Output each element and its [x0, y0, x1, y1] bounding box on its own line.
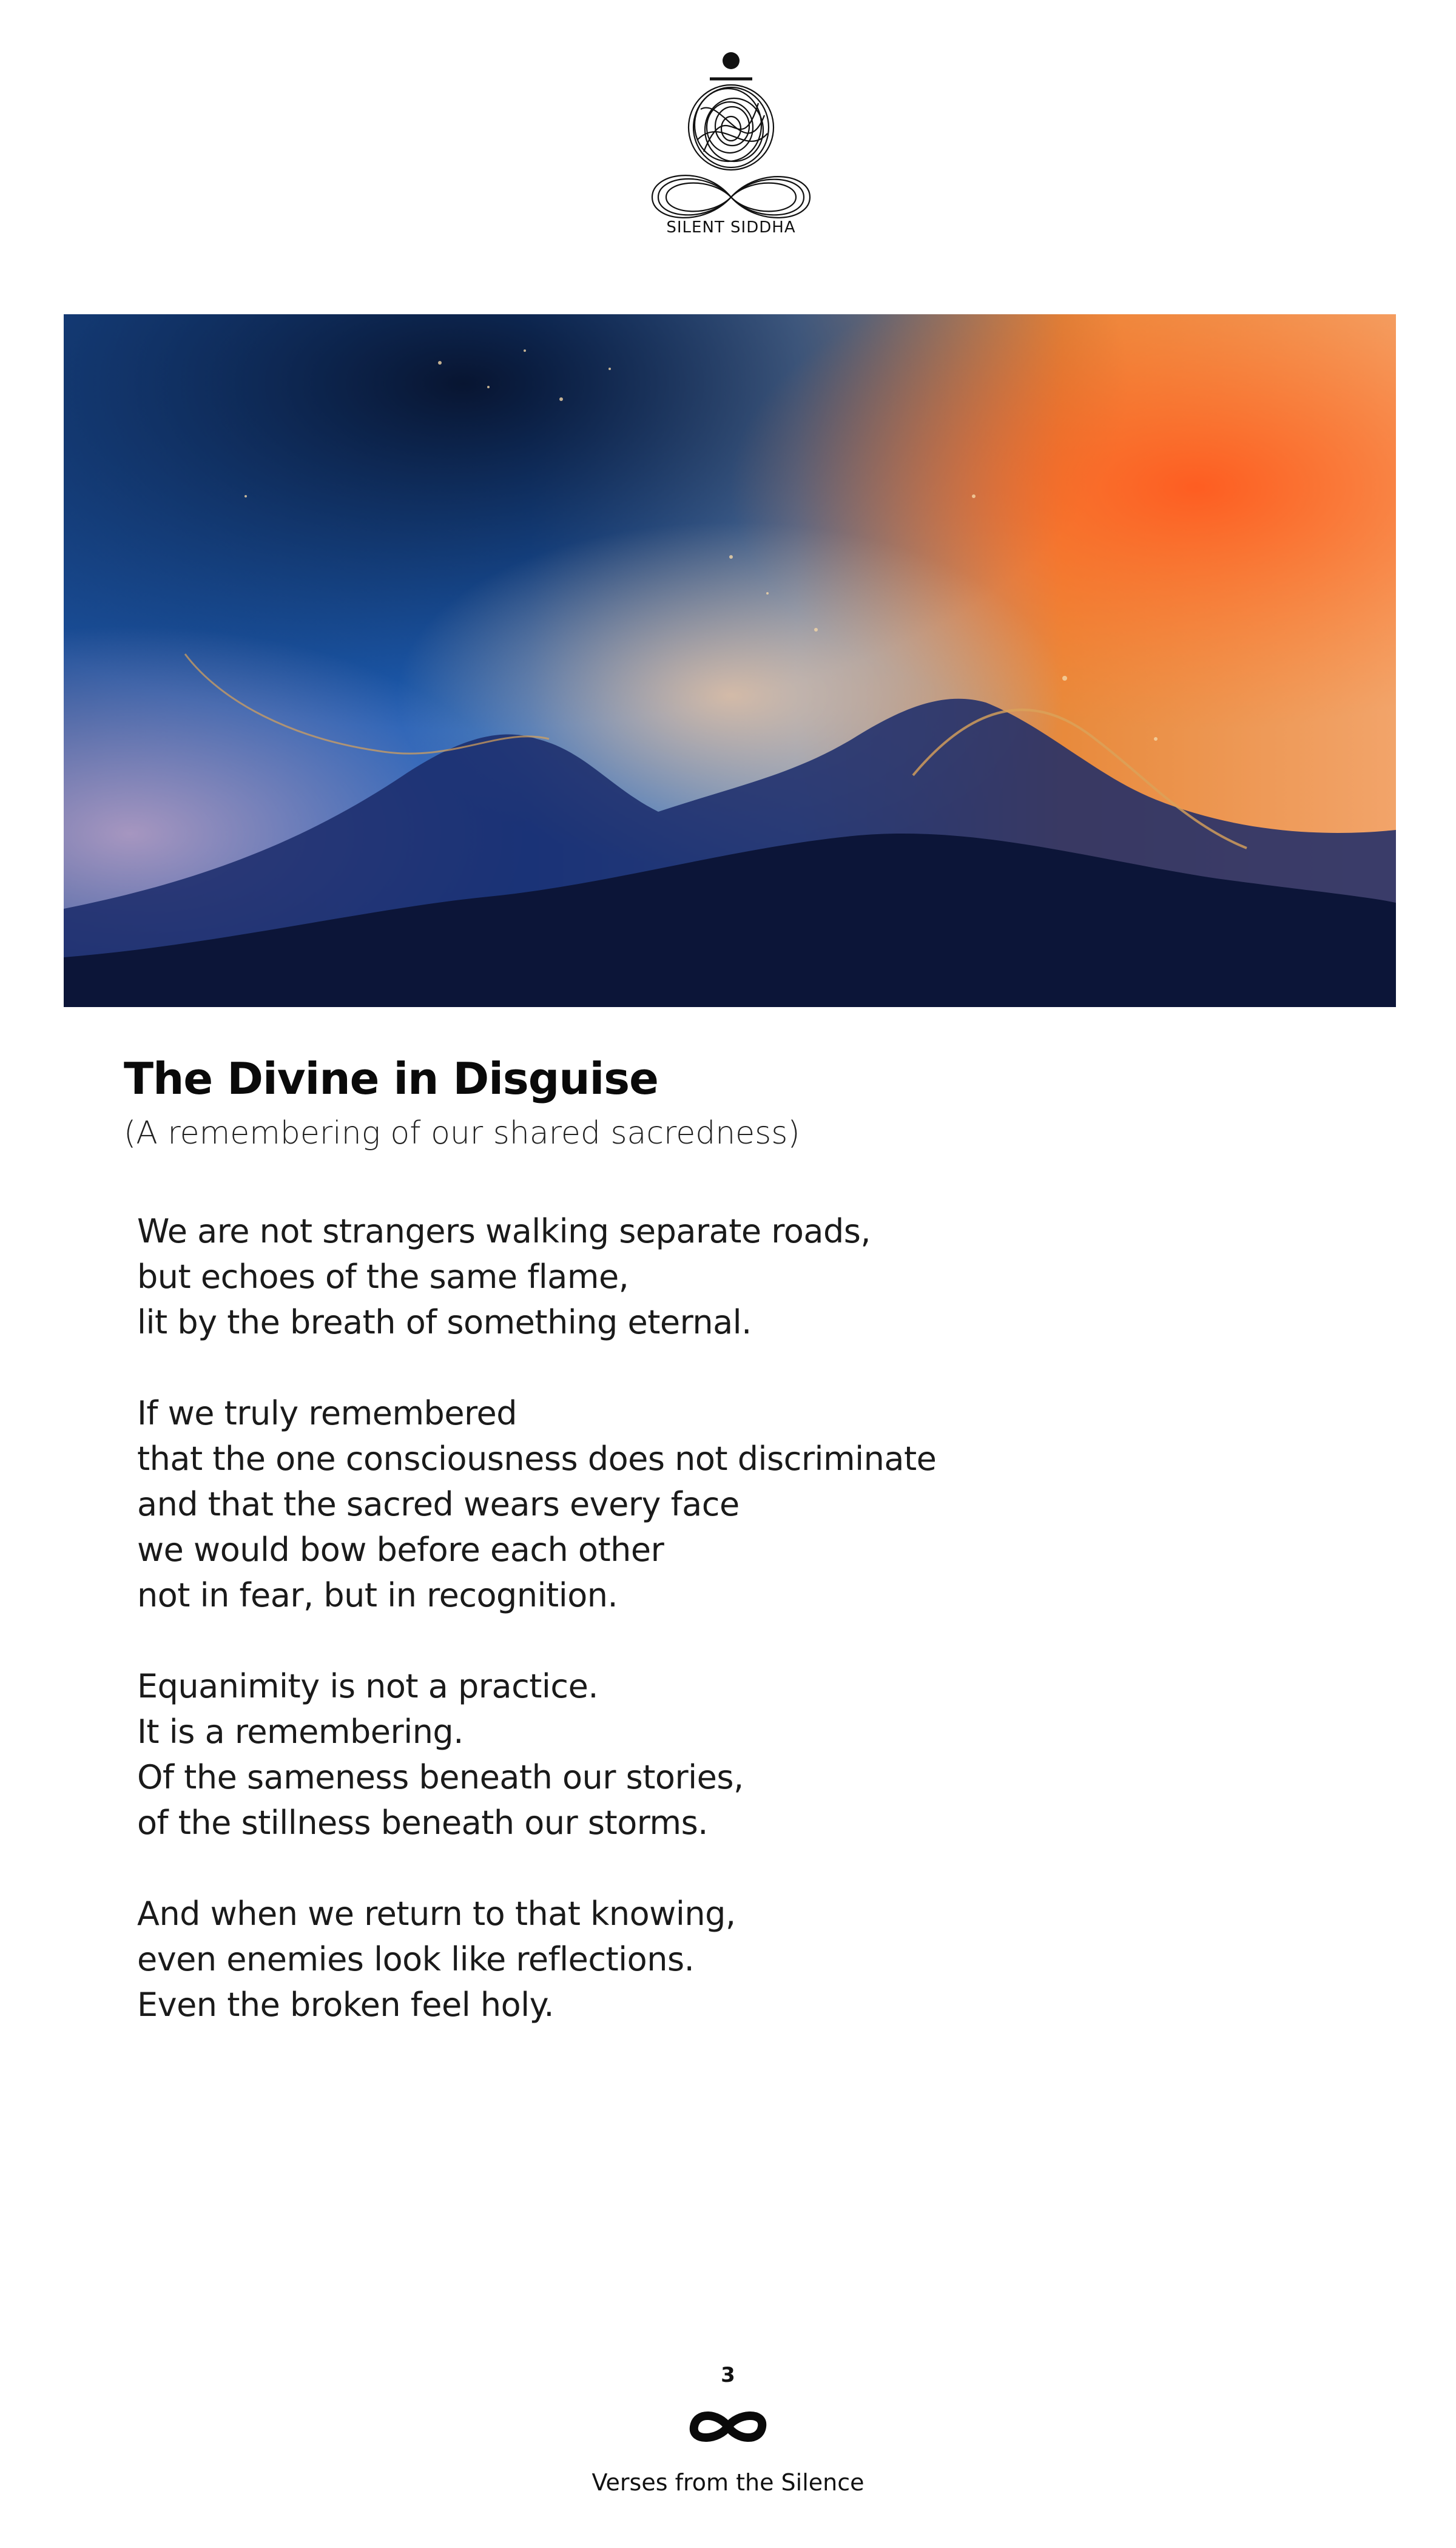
poem-line: We are not strangers walking separate roads,	[137, 1212, 871, 1250]
cosmic-nebula-painting-image	[64, 314, 1396, 1007]
poem-line: Equanimity is not a practice.	[137, 1667, 599, 1705]
stanza	[137, 1663, 936, 1845]
poem-line: lit by the breath of something eternal.	[137, 1303, 752, 1341]
logo-text: SILENT SIDDHA	[666, 218, 796, 237]
poem-line: not in fear, but in recognition.	[137, 1576, 618, 1614]
poem-line: If we truly remembered	[137, 1394, 517, 1432]
poem-line: we would bow before each other	[137, 1531, 664, 1569]
infinity-icon	[686, 2402, 770, 2451]
stanza	[137, 1891, 936, 2027]
poem-line: Even the broken feel holy.	[137, 1986, 554, 2024]
poem-line: And when we return to that knowing,	[137, 1895, 736, 1933]
poem-body	[137, 1208, 936, 2073]
poem-title: The Divine in Disguise	[124, 1053, 658, 1104]
page-number: 3	[721, 2363, 735, 2387]
poem-line: It is a remembering.	[137, 1713, 463, 1751]
stanza	[137, 1390, 936, 1618]
poem-line: of the stillness beneath our storms.	[137, 1804, 708, 1842]
poem-line: but echoes of the same flame,	[137, 1258, 629, 1296]
footer-text: Verses from the Silence	[592, 2469, 864, 2496]
meditating-figure-logo-icon	[643, 42, 819, 249]
poem-line: Of the sameness beneath our stories,	[137, 1758, 744, 1796]
poem-line: that the one consciousness does not discriminate	[137, 1440, 937, 1478]
poem-subtitle: (A remembering of our shared sacredness)	[124, 1115, 800, 1151]
poem-line: even enemies look like reflections.	[137, 1940, 695, 1978]
poem-line: and that the sacred wears every face	[137, 1485, 740, 1523]
stanza	[137, 1208, 936, 1345]
